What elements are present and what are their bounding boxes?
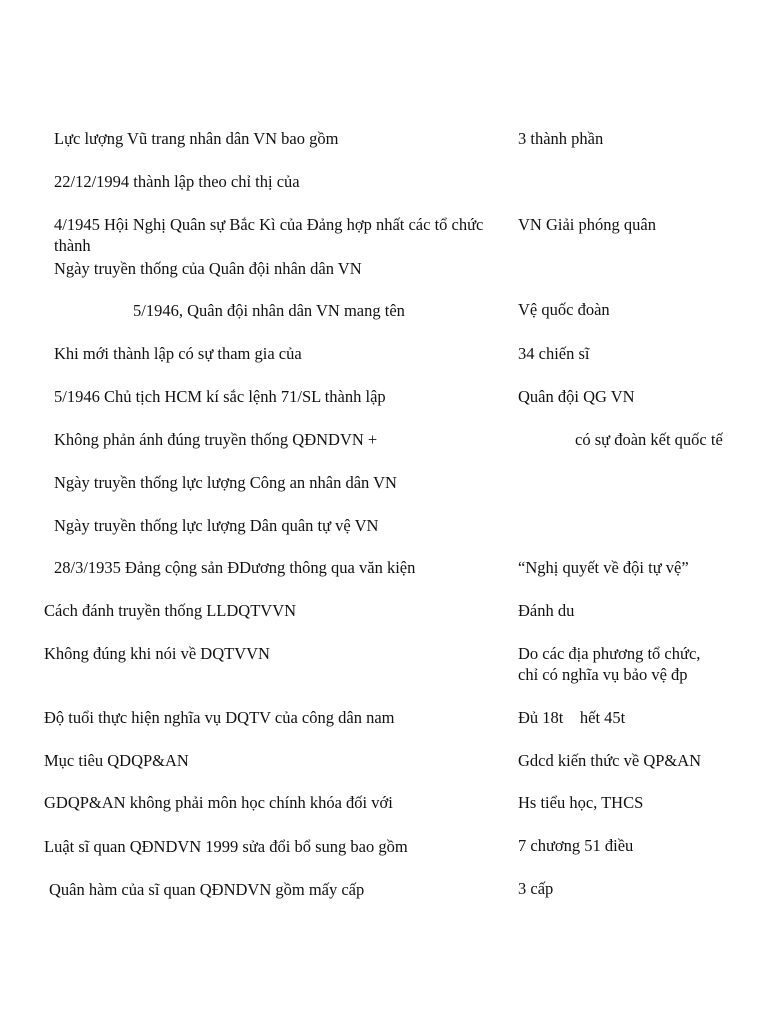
question-text: 28/3/1935 Đảng cộng sản ĐDương thông qua văn kiện	[54, 558, 416, 577]
answer-text: “Nghị quyết về đội tự vệ”	[518, 558, 689, 577]
answer-text: 3 cấp	[518, 879, 554, 898]
answer-text: Đủ 18t hết 45t	[518, 708, 626, 727]
answer-text: 3 thành phần	[518, 129, 604, 148]
answer-text: Gdcd kiến thức về QP&AN	[518, 751, 702, 770]
answer-text: Đánh du	[518, 601, 575, 620]
question-text: Độ tuổi thực hiện nghĩa vụ DQTV của công dân nam	[44, 708, 395, 727]
question-text: Luật sĩ quan QĐNDVN 1999 sửa đổi bổ sung bao gồm	[44, 837, 408, 856]
question-text: Ngày truyền thống lực lượng Dân quân tự vệ VN	[54, 516, 379, 535]
question-text: 22/12/1994 thành lập theo chỉ thị của	[54, 172, 300, 191]
question-text: Lực lượng Vũ trang nhân dân VN bao gồm	[54, 129, 339, 148]
answer-text: có sự đoàn kết quốc tế	[575, 430, 723, 449]
answer-text: 34 chiến sĩ	[518, 344, 590, 363]
question-text: 5/1946, Quân đội nhân dân VN mang tên	[133, 301, 405, 320]
question-text: Mục tiêu QDQP&AN	[44, 751, 189, 770]
question-text: Ngày truyền thống lực lượng Công an nhân dân VN	[54, 473, 397, 492]
question-text: 5/1946 Chủ tịch HCM kí sắc lệnh 71/SL thành lập	[54, 387, 386, 406]
answer-text: Do các địa phương tổ chức, chỉ có nghĩa vụ bảo vệ đp	[518, 644, 701, 684]
question-text: Quân hàm của sĩ quan QĐNDVN gồm mấy cấp	[49, 880, 365, 899]
question-text: Ngày truyền thống của Quân đội nhân dân VN	[54, 259, 362, 278]
question-text: 4/1945 Hội Nghị Quân sự Bắc Kì của Đảng hợp nhất các tổ chức thành	[54, 215, 484, 255]
answer-text: Hs tiểu học, THCS	[518, 793, 644, 812]
answer-text: Quân đội QG VN	[518, 387, 635, 406]
question-text: Không phản ánh đúng truyền thống QĐNDVN +	[54, 430, 378, 449]
question-text: GDQP&AN không phải môn học chính khóa đối với	[44, 793, 393, 812]
answer-text: Vệ quốc đoàn	[518, 300, 610, 319]
question-text: Không đúng khi nói về DQTVVN	[44, 644, 270, 663]
answer-text: VN Giải phóng quân	[518, 215, 656, 234]
answer-text: 7 chương 51 điều	[518, 836, 634, 855]
question-text: Khi mới thành lập có sự tham gia của	[54, 344, 302, 363]
question-text: Cách đánh truyền thống LLDQTVVN	[44, 601, 297, 620]
